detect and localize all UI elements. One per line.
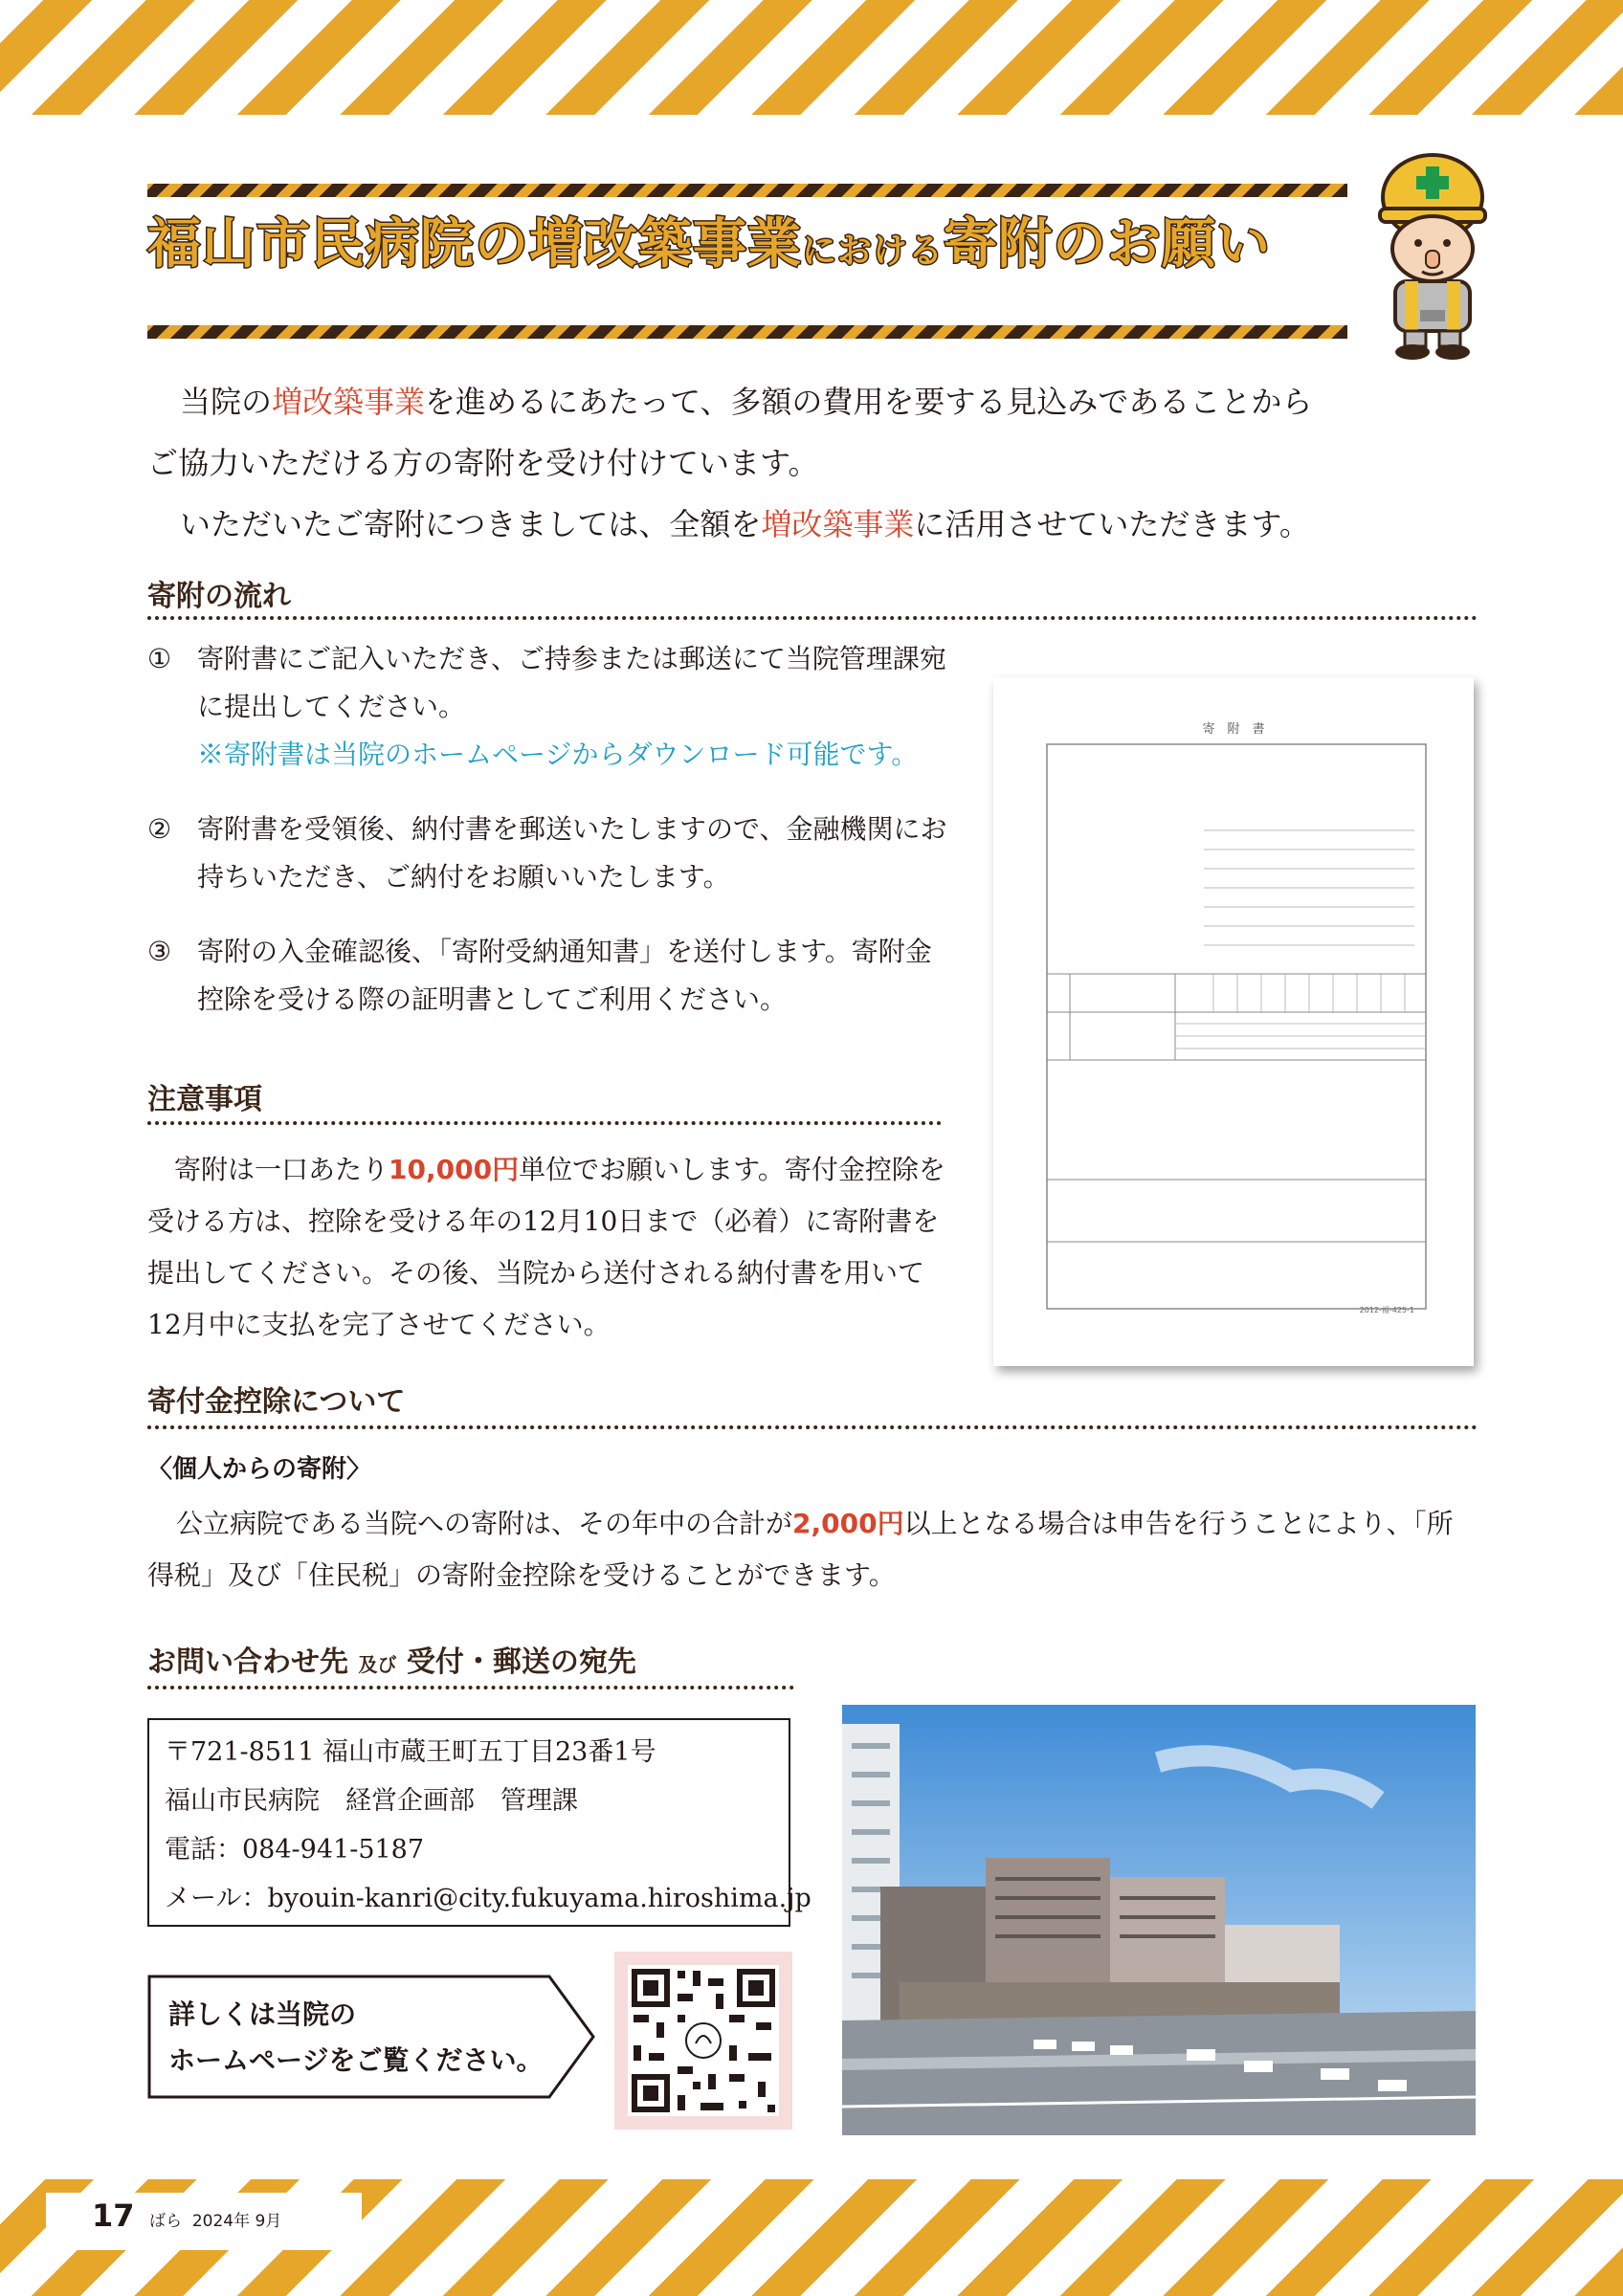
- contact-heading-b: 及び: [358, 1653, 397, 1676]
- flow-heading: 寄附の流れ: [147, 580, 291, 613]
- contact-department: 福山市民病院 経営企画部 管理課: [165, 1786, 578, 1816]
- intro-line3-a: いただいたご寄附につきましては、全額を: [180, 506, 762, 542]
- step-note: ※寄附書は当院のホームページからダウンロード可能です。: [197, 739, 919, 770]
- top-stripe-band: [0, 0, 1623, 115]
- intro-line3-c: に活用させていただきます。: [914, 506, 1310, 542]
- flow-step-2: [147, 806, 956, 901]
- title-part-3: 寄附のお願い: [944, 213, 1272, 276]
- donation-form-image: [993, 677, 1474, 1366]
- step-number: ①: [147, 643, 172, 674]
- form-code: 2012-福-425-1: [1359, 1306, 1414, 1314]
- flow-step-3: [147, 928, 956, 1024]
- footer-magazine: ばら: [149, 2212, 182, 2231]
- deduction-heading-rule: [147, 1425, 1478, 1429]
- step-number: ③: [147, 936, 172, 967]
- intro-line2: ご協力いただける方の寄附を受け付けています。: [147, 445, 819, 481]
- page-title: [147, 213, 1353, 276]
- step-text: 寄附書にご記入いただき、ご持参または郵送にて当院管理課宛に提出してください。: [197, 643, 946, 722]
- deduction-heading: 寄付金控除について: [147, 1385, 406, 1419]
- callout-line2: ホームページをご覧ください。: [168, 2044, 544, 2076]
- notice-text-b: 単位でお願いします。寄付金控除を受ける方は、控除を受ける年の12月10日まで（必着）に寄附書を提出してください。その後、当院から送付される納付書を用いて12月中に支払を完了させてください。: [147, 1154, 945, 1340]
- contact-heading-c: 受付・郵送の宛先: [406, 1645, 636, 1679]
- deduction-amount: 2,000円: [792, 1508, 904, 1539]
- contact-email[interactable]: メール：byouin-kanri@city.fukuyama.hiroshima.jp: [165, 1884, 812, 1913]
- title-part-2: における: [802, 232, 945, 271]
- deduction-text: [147, 1498, 1478, 1601]
- intro-highlight-2: 増改築事業: [761, 506, 915, 542]
- contact-heading-a: お問い合わせ先: [147, 1645, 348, 1679]
- callout-line1: 詳しくは当院の: [168, 1998, 357, 2030]
- notice-amount: 10,000円: [389, 1154, 520, 1185]
- deduction-subheading: 〈個人からの寄附〉: [147, 1455, 372, 1484]
- notice-text: [147, 1144, 951, 1351]
- flow-heading-rule: [147, 616, 1478, 620]
- contact-heading: [147, 1638, 636, 1680]
- notice-text-a: 寄附は一口あたり: [174, 1154, 389, 1185]
- intro-line1-c: を進めるにあたって、多額の費用を要する見込みであることから: [425, 384, 1313, 420]
- hospital-website-qr-code[interactable]: [614, 1952, 792, 2130]
- step-text: 寄附の入金確認後、「寄附受納通知書」を送付します。寄附金控除を受ける際の証明書としてご利用ください。: [197, 936, 932, 1015]
- title-bar-top: [147, 184, 1347, 197]
- form-title: 寄 附 書: [1202, 722, 1265, 737]
- contact-box: [147, 1718, 812, 1927]
- deduction-text-a: 公立病院である当院への寄附は、その年中の合計が: [176, 1508, 793, 1539]
- notice-heading-rule: [147, 1121, 942, 1125]
- page-number: 17: [92, 2197, 135, 2234]
- construction-worker-mascot: [1370, 142, 1495, 362]
- intro-text: [147, 371, 1478, 555]
- callout-text: [168, 1992, 543, 2084]
- footer-issue: 2024年 9月: [191, 2212, 282, 2231]
- step-text: 寄附書を受領後、納付書を郵送いたしますので、金融機関にお持ちいただき、ご納付をお願いいたします。: [197, 813, 947, 893]
- step-number: ②: [147, 813, 172, 845]
- flow-steps: [147, 635, 956, 1050]
- intro-highlight-1: 増改築事業: [272, 384, 426, 420]
- intro-line1-a: 当院の: [180, 384, 273, 420]
- title-part-1: 福山市民病院の増改築事業: [147, 213, 802, 276]
- title-bar-bottom: [147, 325, 1347, 339]
- flow-step-1: [147, 635, 956, 779]
- hospital-building-image: [842, 1705, 1476, 2135]
- contact-address: 〒721-8511 福山市蔵王町五丁目23番1号: [165, 1737, 656, 1767]
- footer-meta: [149, 2207, 281, 2231]
- contact-phone: 電話：084-941-5187: [165, 1835, 425, 1865]
- contact-heading-rule: [147, 1686, 794, 1689]
- notice-heading: 注意事項: [147, 1083, 262, 1116]
- deduction-text-b: 以上となる場合は申告を行うことにより、「所得税」及び「住民税」の寄附金控除を受けることができます。: [147, 1508, 1454, 1591]
